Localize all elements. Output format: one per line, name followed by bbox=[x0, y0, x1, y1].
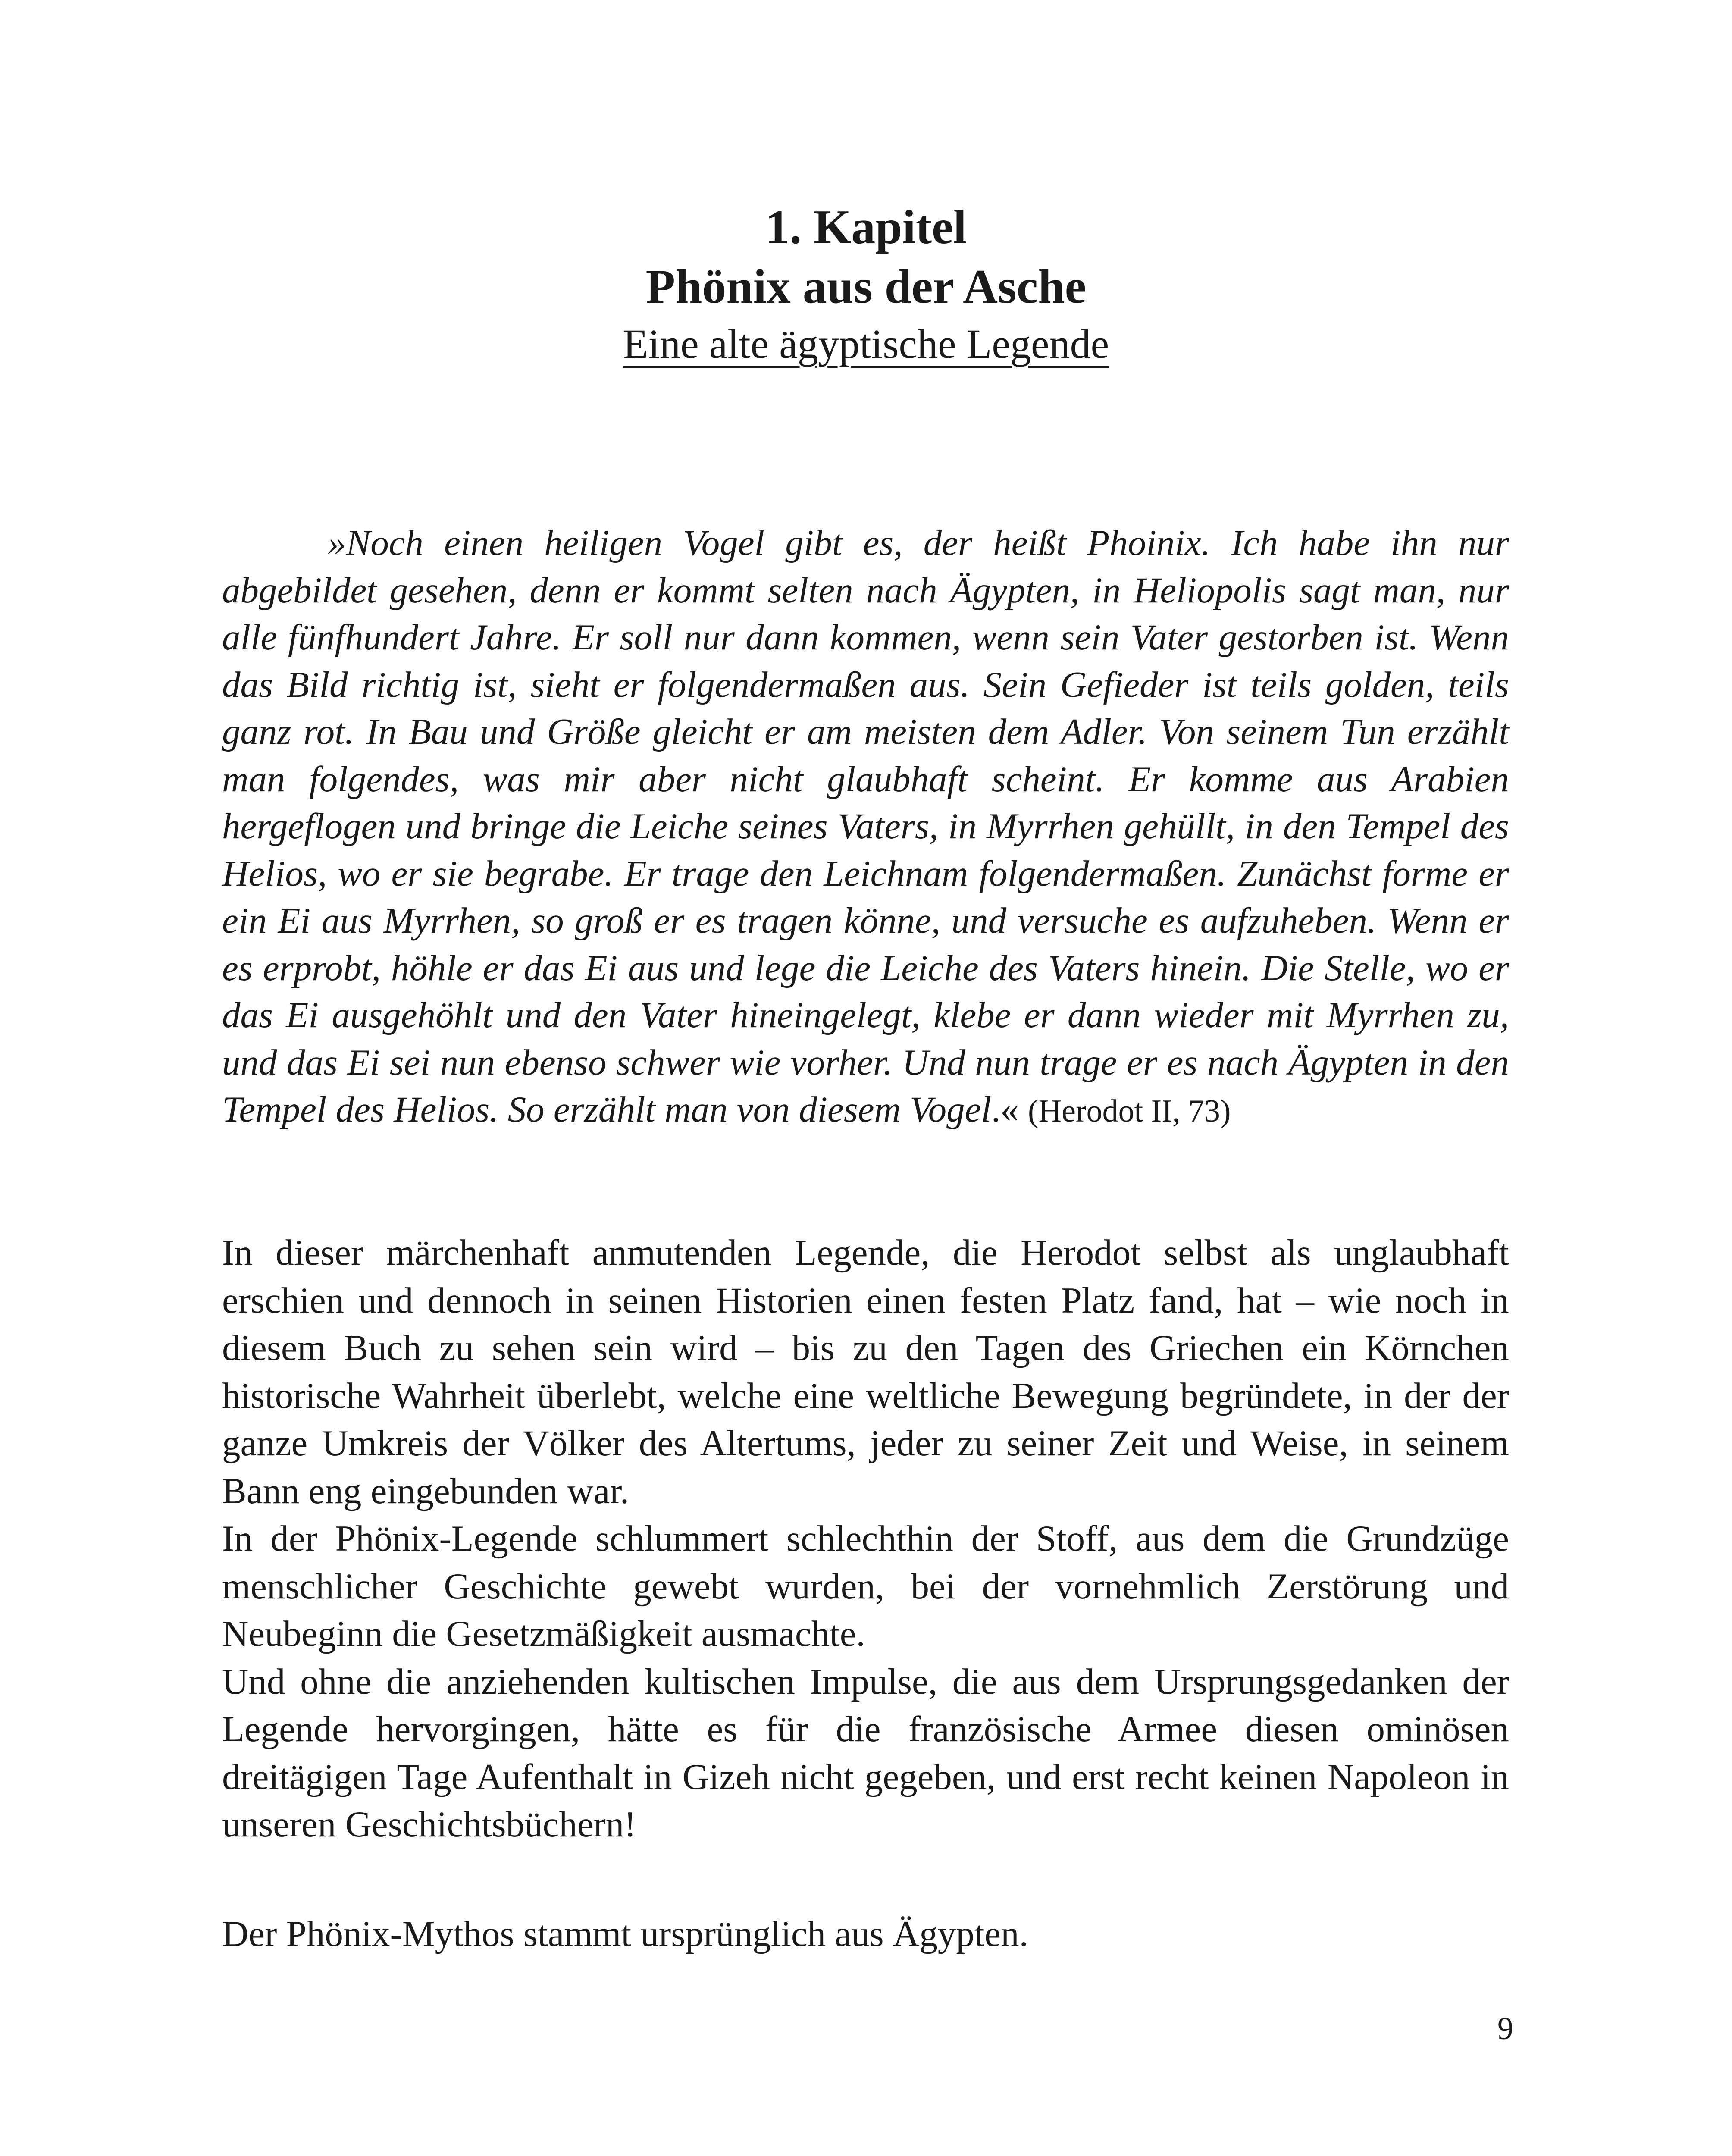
body-paragraph-2: In der Phönix-Legende schlummert schlechthin der Stoff, aus dem die Grundzüge menschlicher Geschichte gewebt wurden, bei der vornehmlich Zerstörung und Neubeginn die Gesetzmäßigkeit ausmachte. bbox=[222, 1518, 1509, 1654]
closing-sentence: Der Phönix-Mythos stammt ursprünglich aus Ägypten. bbox=[222, 1914, 1028, 1954]
chapter-number: 1. Kapitel bbox=[765, 201, 967, 254]
quote-citation: (Herodot II, 73) bbox=[1028, 1094, 1231, 1129]
quote-paragraph bbox=[222, 520, 1509, 1135]
page-number: 9 bbox=[1497, 2011, 1513, 2046]
chapter-subtitle bbox=[0, 318, 1732, 370]
quote-closing: .« bbox=[991, 1089, 1019, 1130]
chapter-title: Phönix aus der Asche bbox=[645, 260, 1087, 313]
chapter-subtitle-text: Eine alte ägyptische Legende bbox=[623, 321, 1109, 367]
herodotus-quote bbox=[222, 520, 1509, 1135]
body-text bbox=[222, 1229, 1509, 1849]
body-paragraph-3: Und ohne die anziehenden kultischen Impulse, die aus dem Ursprungsgedanken der Legende hervorgingen, hätte es für die französische Armee diesen ominösen dreitägigen Tage Aufenthalt in Gizeh nicht gegeben, und erst recht keinen Napoleon in unseren Geschichtsbüchern! bbox=[222, 1661, 1509, 1845]
quote-text: »Noch einen heiligen Vogel gibt es, der heißt Phoinix. Ich habe ihn nur abgebildet gesehen, denn er kommt selten nach Ägypten, in Heliopolis sagt man, nur alle fünfhundert Jahre. Er soll nur dann kommen, wenn sein Vater gestorben ist. Wenn das Bild richtig ist, sieht er folgendermaßen aus. Sein Gefieder ist teils golden, teils ganz rot. In Bau und Größe gleicht er am meisten dem Adler. Von seinem Tun erzählt man folgendes, was mir aber nicht glaubhaft scheint. Er komme aus Arabien hergeflogen und bringe die Leiche seines Vaters, in Myrrhen gehüllt, in den Tempel des Helios, wo er sie begrabe. Er trage den Leichnam folgendermaßen. Zunächst forme er ein Ei aus Myrrhen, so groß er es tragen könne, und versuche es aufzuheben. Wenn er es erprobt, höhle er das Ei aus und lege die Leiche des Vaters hinein. Die Stelle, wo er das Ei ausgehöhlt und den Vater hineingelegt, klebe er dann wieder mit Myrrhen zu, und das Ei sei nun ebenso schwer wie vorher. Und nun trage er es nach Ägypten in den Tempel des Helios. So erzählt man von diesem Vogel bbox=[222, 523, 1509, 1130]
closing-sentence-block bbox=[222, 1910, 1509, 1958]
body-paragraph-1: In dieser märchenhaft anmutenden Legende, die Herodot selbst als unglaubhaft erschien und dennoch in seinen Historien einen festen Platz fand, hat – wie noch in diesem Buch zu sehen sein wird – bis zu den Tagen des Griechen ein Körnchen historische Wahrheit überlebt, welche eine weltliche Bewegung begründete, in der der ganze Umkreis der Völker des Altertums, jeder zu seiner Zeit und Weise, in seinem Bann eng eingebunden war. bbox=[222, 1232, 1509, 1511]
